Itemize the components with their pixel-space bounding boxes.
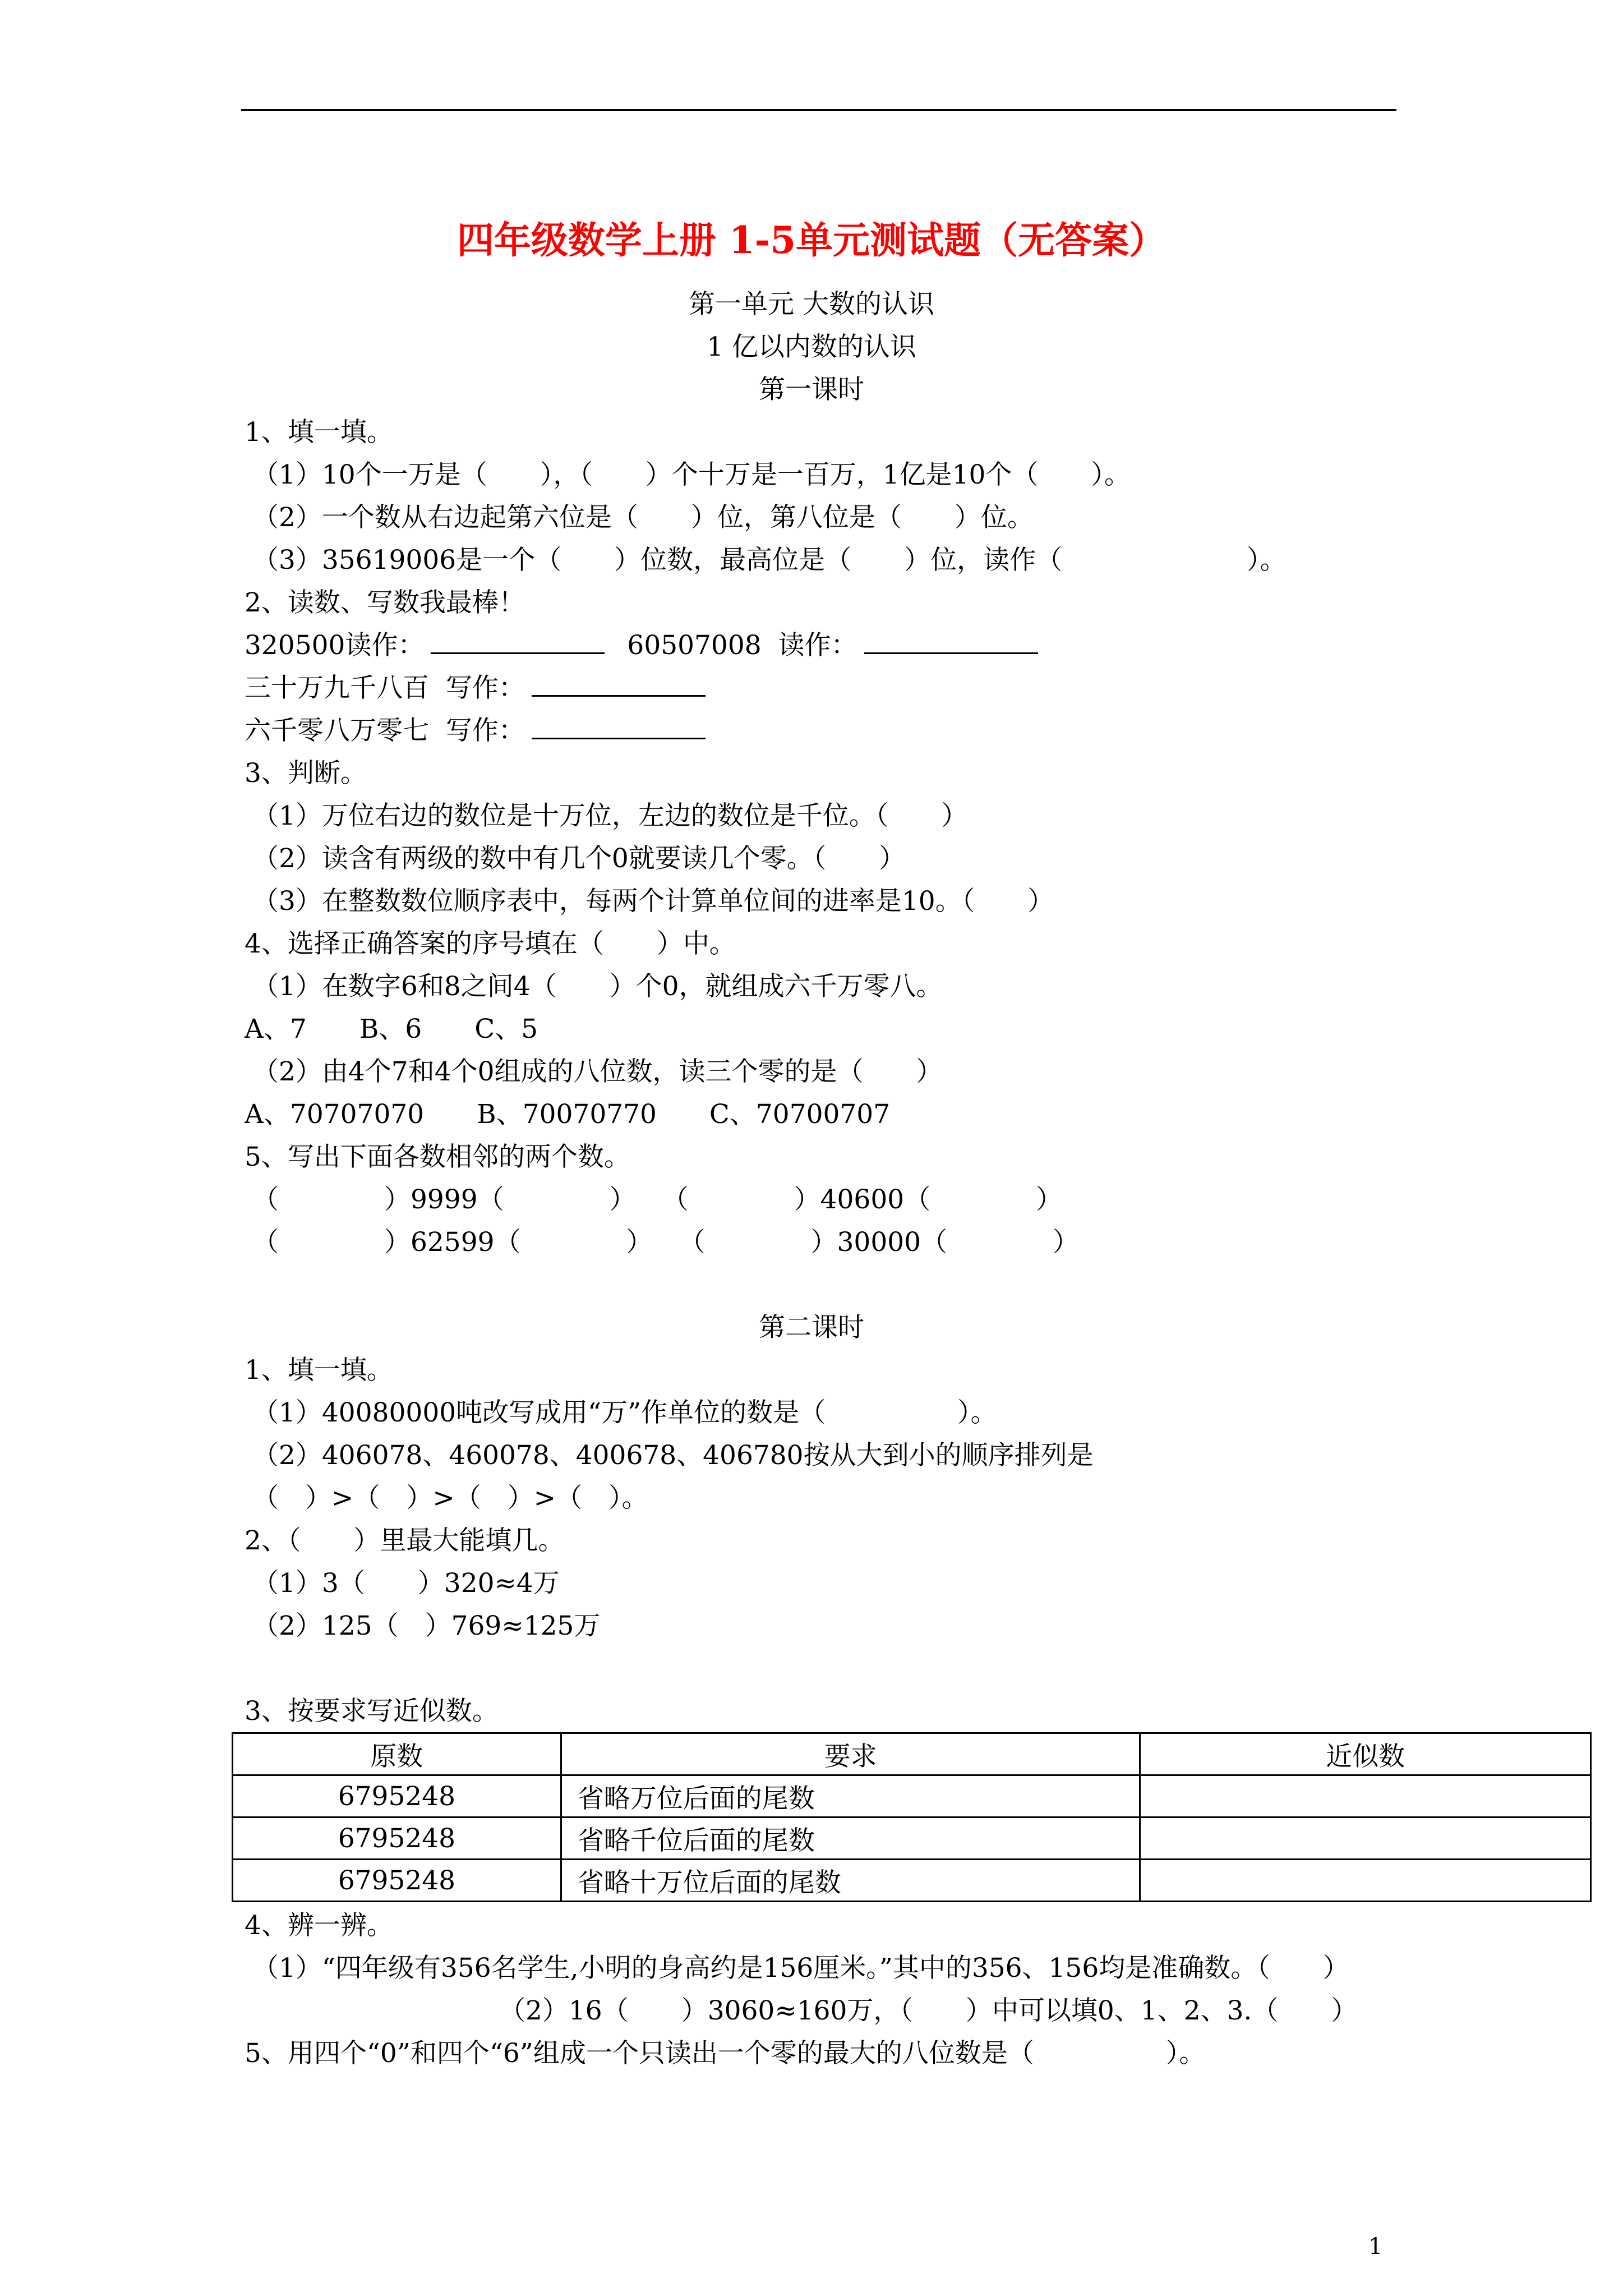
table-row (233, 1818, 1591, 1860)
table-header-row (233, 1733, 1591, 1775)
answer-blank[interactable] (532, 711, 706, 739)
l1-q3-item-1: （1）万位右边的数位是十万位，左边的数位是千位。（ ） (252, 800, 968, 831)
l1-q2-row-1 (245, 624, 1061, 667)
l1-q3-item-3: （3）在整数数位顺序表中，每两个计算单位间的进率是10。（ ） (252, 886, 1054, 917)
l1-q5-row-2: （ ）62599（ ） （ ）30000（ ） (252, 1227, 1080, 1258)
answer-blank[interactable] (431, 625, 605, 654)
answer-cell[interactable] (1140, 1775, 1591, 1818)
l2-q2-item-1: （1）3（ ）320≈4万 (252, 1568, 560, 1599)
section-heading: 1 亿以内数的认识 (707, 332, 916, 362)
l2-q1-item-2: （2）406078、460078、400678、406780按从大到小的顺序排列是 (252, 1440, 1094, 1471)
page-number: 1 (1368, 2234, 1383, 2260)
lesson1-heading: 第一课时 (759, 374, 864, 405)
table-header: 要求 (561, 1733, 1140, 1775)
l2-q4-title: 4、辨一辨。 (245, 1910, 393, 1941)
write-label-a: 三十万九千八百 写作： (245, 673, 525, 703)
table-cell: 6795248 (233, 1818, 561, 1860)
header-rule (241, 109, 1396, 111)
l1-q4-item-2: （2）由4个7和4个0组成的八位数，读三个零的是（ ） (252, 1056, 943, 1087)
l1-q1-item-3: （3）35619006是一个（ ）位数，最高位是（ ）位，读作（ ）。 (252, 545, 1287, 576)
l2-q3-title: 3、按要求写近似数。 (245, 1696, 499, 1727)
l2-q5-title: 5、用四个“0”和四个“6”组成一个只读出一个零的最大的八位数是（ ）。 (245, 2038, 1206, 2069)
l1-q2-row-3 (245, 710, 728, 752)
l1-q1-title: 1、填一填。 (245, 417, 393, 448)
l2-q2-item-2: （2）125（ ）769≈125万 (252, 1611, 601, 1641)
l1-q3-title: 3、判断。 (245, 758, 367, 789)
answer-blank[interactable] (864, 625, 1038, 654)
l1-q2-title: 2、读数、写数我最棒！ (245, 587, 525, 618)
l2-q1-item-1: （1）40080000吨改写成用“万”作单位的数是（ ）。 (252, 1397, 997, 1428)
write-label-b: 六千零八万零七 写作： (245, 715, 525, 746)
table-cell: 省略十万位后面的尾数 (561, 1860, 1140, 1902)
table-row (233, 1860, 1591, 1902)
read-label-a: 320500读作： (245, 630, 425, 661)
table-cell: 省略万位后面的尾数 (561, 1775, 1140, 1818)
table-cell: 6795248 (233, 1860, 561, 1902)
table-cell: 6795248 (233, 1775, 561, 1818)
l2-q4-item-1: （1）“四年级有356名学生,小明的身高约是156厘米。”其中的356、156均是准确数。（ ） (252, 1953, 1349, 1984)
table-header: 原数 (233, 1733, 561, 1775)
approximation-table (232, 1732, 1592, 1902)
l1-q2-row-2 (245, 667, 728, 710)
answer-cell[interactable] (1140, 1860, 1591, 1902)
answer-cell[interactable] (1140, 1818, 1591, 1860)
l1-q1-item-1: （1）10个一万是（ ），（ ）个十万是一百万，1亿是10个（ ）。 (252, 459, 1131, 490)
l1-q3-item-2: （2）读含有两级的数中有几个0就要读几个零。（ ） (252, 843, 906, 874)
l1-q4-options-1: A、7 B、6 C、5 (245, 1014, 538, 1045)
document-title: 四年级数学上册 1-5单元测试题（无答案） (457, 218, 1166, 262)
table-row (233, 1775, 1591, 1818)
l1-q1-item-2: （2）一个数从右边起第六位是（ ）位，第八位是（ ）位。 (252, 502, 1034, 533)
read-label-b: 60507008 读作： (627, 630, 857, 661)
l1-q4-options-2: A、70707070 B、70070770 C、70700707 (245, 1099, 891, 1130)
unit-heading: 第一单元 大数的认识 (689, 289, 934, 320)
table-cell: 省略千位后面的尾数 (561, 1818, 1140, 1860)
l1-q5-title: 5、写出下面各数相邻的两个数。 (245, 1142, 630, 1172)
l2-q4-item-2: （2）16（ ）3060≈160万，（ ）中可以填0、1、2、3.（ ） (499, 1995, 1358, 2026)
l2-q1-item-3: （ ）>（ ）>（ ）>（ ）。 (252, 1483, 648, 1513)
l1-q5-row-1: （ ）9999（ ） （ ）40600（ ） (252, 1184, 1063, 1215)
l2-q2-title: 2、（ ）里最大能填几。 (245, 1525, 565, 1556)
answer-blank[interactable] (532, 668, 706, 697)
l1-q4-title: 4、选择正确答案的序号填在（ ）中。 (245, 928, 736, 959)
l1-q4-item-1: （1）在数字6和8之间4（ ）个0，就组成六千万零八。 (252, 971, 943, 1002)
l2-q1-title: 1、填一填。 (245, 1355, 393, 1386)
lesson2-heading: 第二课时 (759, 1312, 864, 1343)
table-header: 近似数 (1140, 1733, 1591, 1775)
